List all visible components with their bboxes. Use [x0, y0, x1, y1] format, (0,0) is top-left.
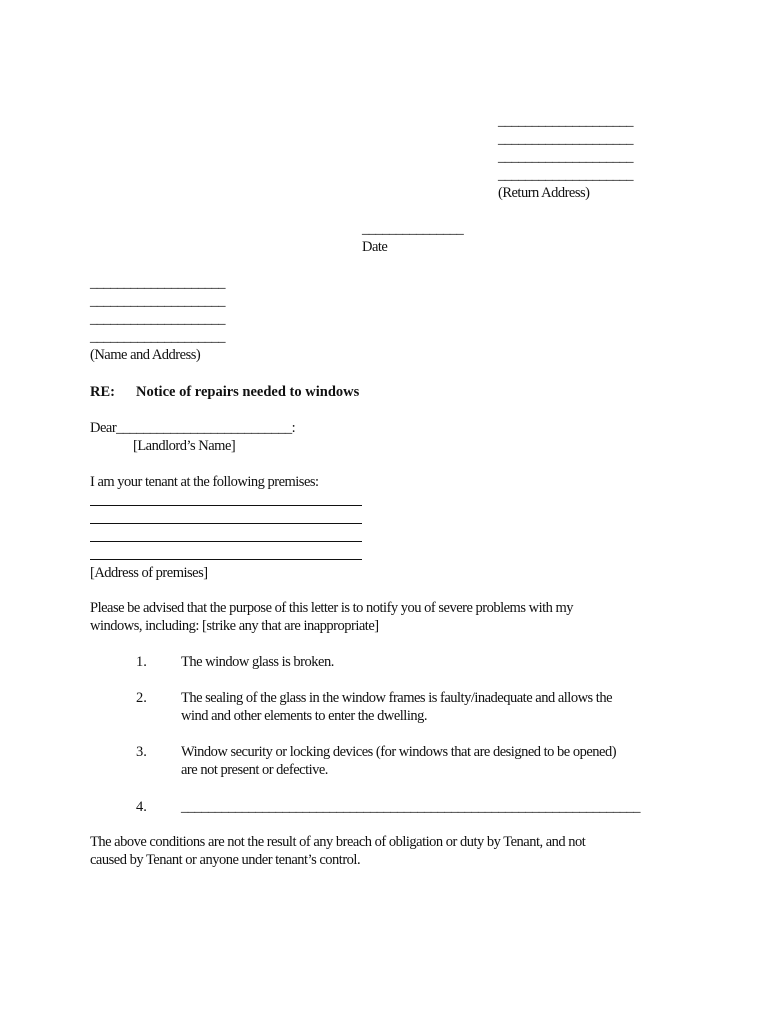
return-address-line-4[interactable]: ____________________ — [498, 167, 633, 183]
list-item-number: 4. — [136, 799, 147, 815]
date-blank[interactable]: _______________ — [362, 221, 464, 237]
paragraph-2-line-2: caused by Tenant or anyone under tenant’s control. — [90, 852, 361, 868]
premises-line-4[interactable] — [90, 559, 362, 560]
return-address-label: (Return Address) — [498, 185, 590, 201]
paragraph-2-line-1: The above conditions are not the result of any breach of obligation or duty by Tenant, and not — [90, 834, 586, 850]
return-address-line-2[interactable]: ____________________ — [498, 131, 633, 147]
recipient-line-2[interactable]: ____________________ — [90, 293, 225, 309]
paragraph-1-line-1: Please be advised that the purpose of this letter is to notify you of severe problems with my — [90, 600, 574, 616]
date-label: Date — [362, 239, 388, 255]
custom-problem-blank[interactable]: ____________________________________________________________________ — [181, 799, 640, 815]
paragraph-1-line-2: windows, including: [strike any that are inappropriate] — [90, 618, 379, 634]
landlord-name-note: [Landlord’s Name] — [133, 438, 236, 454]
return-address-line-1[interactable]: ____________________ — [498, 113, 633, 129]
list-item-text: Window security or locking devices (for windows that are designed to be opened) — [181, 744, 617, 760]
list-item-number: 2. — [136, 690, 147, 706]
recipient-line-1[interactable]: ____________________ — [90, 275, 225, 291]
re-subject: Notice of repairs needed to windows — [136, 384, 360, 400]
salutation-colon: : — [291, 420, 296, 436]
premises-label: [Address of premises] — [90, 565, 208, 581]
list-item-text-continued: wind and other elements to enter the dwelling. — [181, 708, 427, 724]
list-item-number: 1. — [136, 654, 147, 670]
list-item-text: The window glass is broken. — [181, 654, 334, 670]
salutation-prefix: Dear — [90, 420, 117, 436]
list-item-text-continued: are not present or defective. — [181, 762, 328, 778]
return-address-line-3[interactable]: ____________________ — [498, 149, 633, 165]
premises-intro: I am your tenant at the following premises: — [90, 474, 319, 490]
list-item-text: The sealing of the glass in the window frames is faulty/inadequate and allows the — [181, 690, 613, 706]
premises-line-3[interactable] — [90, 541, 362, 542]
salutation — [90, 419, 295, 437]
landlord-name-blank[interactable]: __________________________ — [116, 420, 292, 436]
recipient-line-4[interactable]: ____________________ — [90, 329, 225, 345]
premises-line-2[interactable] — [90, 523, 362, 524]
re-label: RE: — [90, 384, 115, 400]
recipient-line-3[interactable]: ____________________ — [90, 311, 225, 327]
list-item-number: 3. — [136, 744, 147, 760]
recipient-label: (Name and Address) — [90, 347, 201, 363]
premises-line-1[interactable] — [90, 505, 362, 506]
